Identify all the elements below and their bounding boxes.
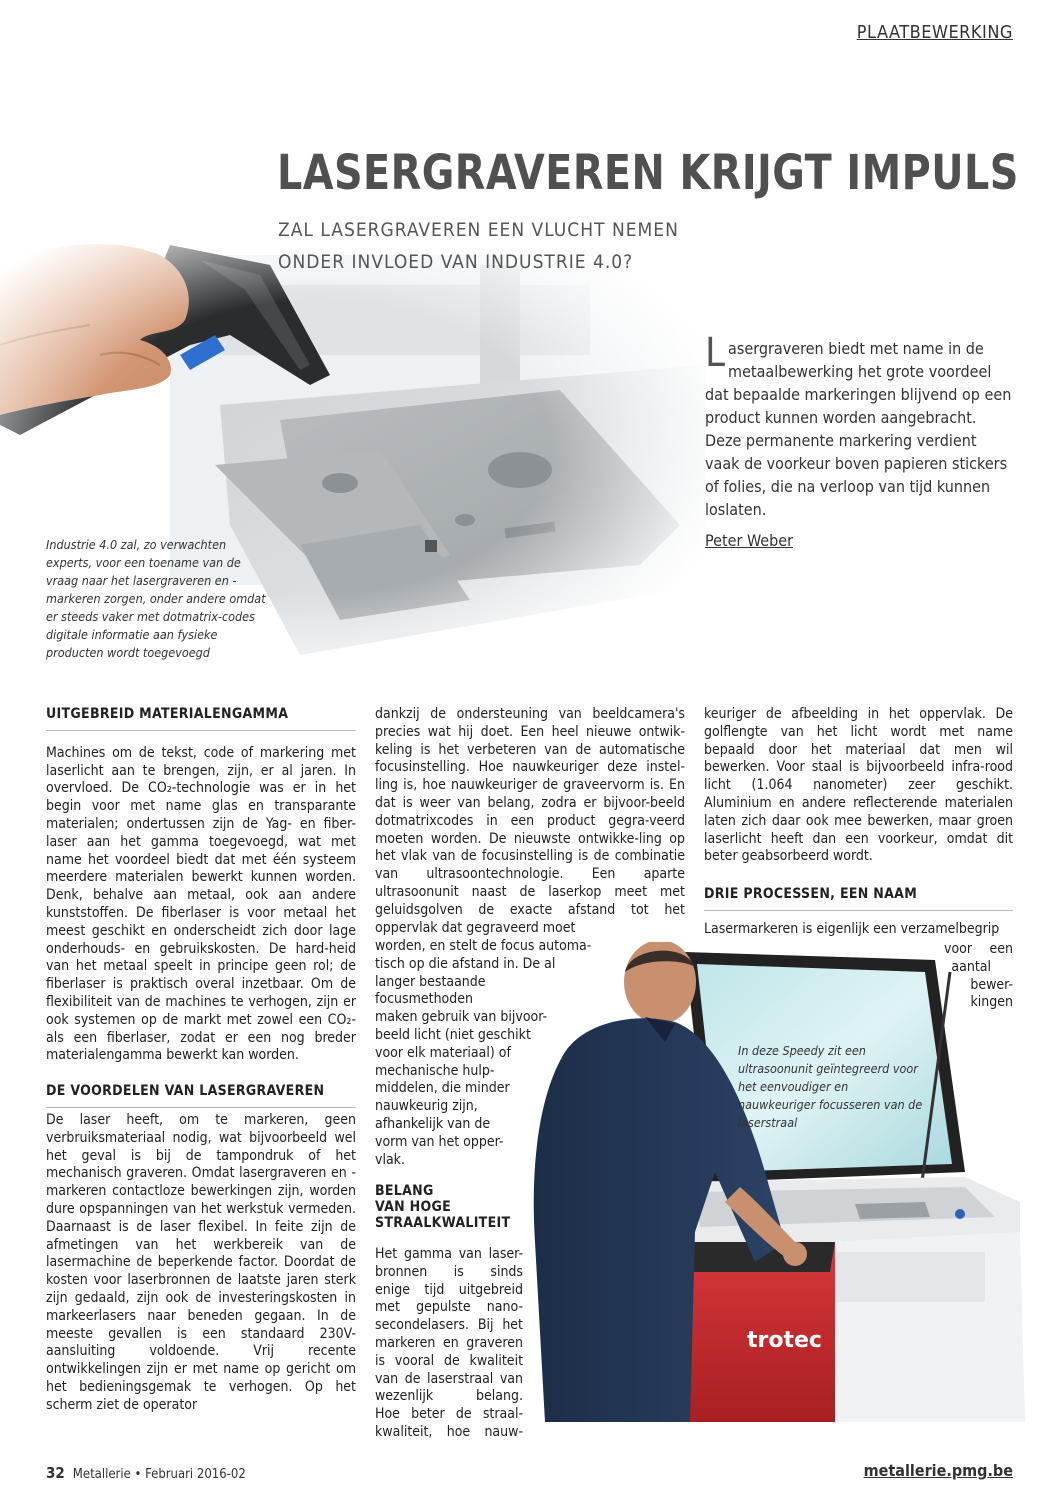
- wrap-line: voor elk materiaal) of: [375, 1044, 511, 1061]
- publication-info: Metallerie • Februari 2016-02: [72, 1467, 246, 1482]
- wrap-line: kwaliteit, hoe nauw-: [375, 1423, 523, 1440]
- paragraph-golflengte: keuriger de afbeelding in het oppervlak. De golflengte van het licht wordt met name bepaald door het materiaal dat men wil bewerken. Voor staal is bijvoorbeeld infra-rood licht (1.064 nanometer) zeer geschikt. Aluminium en andere reflecterende materialen laten zich daar ook mee bewerken, maar groen laserlicht heeft dan een voorkeur, omdat dit beter geabsorbeerd wordt.: [704, 706, 1013, 865]
- heading-line: BELANG: [375, 1183, 434, 1199]
- heading-drie-processen: DRIE PROCESSEN, EEN NAAM: [704, 886, 1013, 911]
- wrap-line: secondelasers. Bij het: [375, 1317, 523, 1334]
- wrap-line: met gepulste nano-: [375, 1299, 523, 1316]
- article-subtitle: [278, 214, 679, 278]
- paragraph-lasermarkeren: Lasermarkeren is eigenlijk een verzamelbegrip: [704, 920, 1000, 937]
- wrap-line: voor een: [944, 941, 1013, 957]
- column-3: [704, 706, 1013, 939]
- page-number: 32: [46, 1464, 65, 1482]
- wrap-line: kingen: [970, 994, 1013, 1011]
- trotec-logo: trotec: [747, 1328, 822, 1353]
- column-3-wrap: [930, 941, 1013, 1012]
- wrap-line: bewer-: [970, 976, 1013, 993]
- footer-left: [46, 1464, 246, 1482]
- article-intro: [705, 330, 1015, 521]
- wrap-line: enige tijd uitgebreid: [375, 1281, 523, 1298]
- paragraph-materialengamma: Machines om de tekst, code of markering met laserlicht aan te brengen, zijn, er al jaren. In overvloed. De CO₂-technologie was er in het begin voor met name glas en transparante materialen; ondertussen zijn de Yag- en fiber-laser aan het gamma toegevoegd, wat met name het voordeel biedt dat met één systeem meerdere materialen bewerkt kunnen worden. Denk, behalve aan metaal, ook aan andere kunststoffen. De fiberlaser is voor metaal het meest geschikt en onderscheidt zich door lage onderhouds- en gebruikskosten. De hard-heid van het metaal speelt in principe geen rol; de fiberlaser is praktisch overal inzetbaar. Om de flexibiliteit van de machines te verhogen, zijn er ook systemen op de markt met zowel een CO₂- als een fiberlaser, zodat er een nog breder materialengamma bewerkt kan worden.: [46, 744, 356, 1064]
- wrap-line: is vooral de kwaliteit: [375, 1352, 523, 1369]
- wrap-line: afhankelijk van de: [375, 1115, 491, 1132]
- wrap-line: tisch op die afstand in. De al: [375, 955, 556, 972]
- paragraph-voordelen: De laser heeft, om te markeren, geen verbruiksmateriaal nodig, wat bijvoorbeeld wel het geval is bij de tampondruk of het mechanisch graveren. Omdat lasergraveren en -markeren contactloze bewerkingen zijn, worden dure opspanningen van het werkstuk vermeden. Daarnaast is de laser flexibel. In feite zijn de afmetingen van het werkbereik van de lasermachine de beperkende factor. Doordat de kosten voor laserbronnen de laatste jaren sterk zijn gedaald, zijn ook de investeringskosten in markeerlasers naar beneden gegaan. In de meeste gevallen is een standaard 230V-aansluiting voldoende. Vrij recente ontwikkelingen zijn er met name op gericht om het bedieningsgemak te verhogen. Op het scherm ziet de operator: [46, 1111, 356, 1413]
- heading-line: STRAALKWALITEIT: [375, 1215, 511, 1231]
- column-2-wrap: [375, 938, 623, 1169]
- photo-caption-top: Industrie 4.0 zal, zo verwachten experts, voor een toename van de vraag naar het lasergraveren en -markeren zorgen, onder andere omdat er steeds vaker met dotmatrix-codes digitale informatie aan fysieke producten wordt toegevoegd: [46, 537, 266, 660]
- wrap-line: vorm van het opper-: [375, 1133, 504, 1150]
- paragraph-focusinstelling: dankzij de ondersteuning van beeldcamera's precies wat hij doet. Een heel nieuwe ontwik-keling is het verbeteren van de automatische focusinstelling. Hoe nauwkeuriger deze instel-ling is, hoe nauwkeuriger de graveervorm is. En dat is weer van belang, zodra er bijvoor-beeld dotmatrixcodes in een product gegra-veerd moeten worden. De nieuwste ontwikke-ling op het vlak van de focusinstelling is de combinatie van ultrasoontechnologie. Een aparte ultrasoonunit naast de laserkop meet met geluidsgolven de exacte afstand tot het oppervlak dat gegraveerd moet: [375, 706, 685, 936]
- heading-materialengamma: UITGEBREID MATERIALENGAMMA: [46, 706, 356, 731]
- subtitle-line-1: ZAL LASERGRAVEREN EEN VLUCHT NEMEN: [278, 219, 679, 241]
- wrap-line: Hoe beter de straal-: [375, 1406, 523, 1423]
- heading-line: VAN HOGE: [375, 1199, 452, 1215]
- heading-straalkwaliteit: [375, 1183, 515, 1231]
- wrap-line: vlak.: [375, 1151, 405, 1168]
- wrap-line: bronnen is sinds: [375, 1263, 523, 1280]
- wrap-line: middelen, die minder: [375, 1080, 510, 1097]
- wrap-line: mechanische hulp-: [375, 1062, 495, 1079]
- intro-dropcap: L: [705, 330, 726, 376]
- wrap-line: van de laserstraal van: [375, 1370, 523, 1387]
- article-title: LASERGRAVEREN KRIJGT IMPULS: [277, 145, 1019, 201]
- wrap-line: markeren en graveren: [375, 1334, 523, 1351]
- wrap-line: worden, en stelt de focus automa-: [375, 938, 592, 954]
- wrap-line: wezenlijk belang.: [375, 1388, 523, 1405]
- subtitle-line-2: ONDER INVLOED VAN INDUSTRIE 4.0?: [278, 251, 634, 273]
- column-1: [46, 706, 356, 1414]
- paragraph-straalkwaliteit: [375, 1246, 523, 1442]
- section-tag: PLAATBEWERKING: [856, 22, 1013, 43]
- wrap-line: langer bestaande focusmethoden: [375, 973, 486, 1008]
- wrap-line: aantal: [951, 958, 991, 975]
- website-link[interactable]: metallerie.pmg.be: [863, 1461, 1013, 1480]
- wrap-line: Het gamma van laser-: [375, 1246, 523, 1262]
- column-2: [375, 706, 685, 937]
- intro-text: asergraveren biedt met name in de metaalbewerking het grote voordeel dat bepaalde markeringen blijvend op een product kunnen worden aangebracht. Deze permanente markering verdient vaak de voorkeur boven papieren stickers of folies, die na verloop van tijd kunnen loslaten.: [705, 339, 1012, 519]
- wrap-line: beeld licht (niet geschikt: [375, 1026, 531, 1043]
- photo-caption-machine: In deze Speedy zit een ultrasoonunit geïntegreerd voor het eenvoudiger en nauwkeuriger focusseren van de laserstraal: [738, 1043, 923, 1130]
- author-name[interactable]: Peter Weber: [705, 531, 794, 550]
- heading-voordelen: DE VOORDELEN VAN LASERGRAVEREN: [46, 1083, 356, 1108]
- wrap-line: nauwkeurig zijn,: [375, 1098, 478, 1115]
- wrap-line: maken gebruik van bijvoor-: [375, 1009, 548, 1026]
